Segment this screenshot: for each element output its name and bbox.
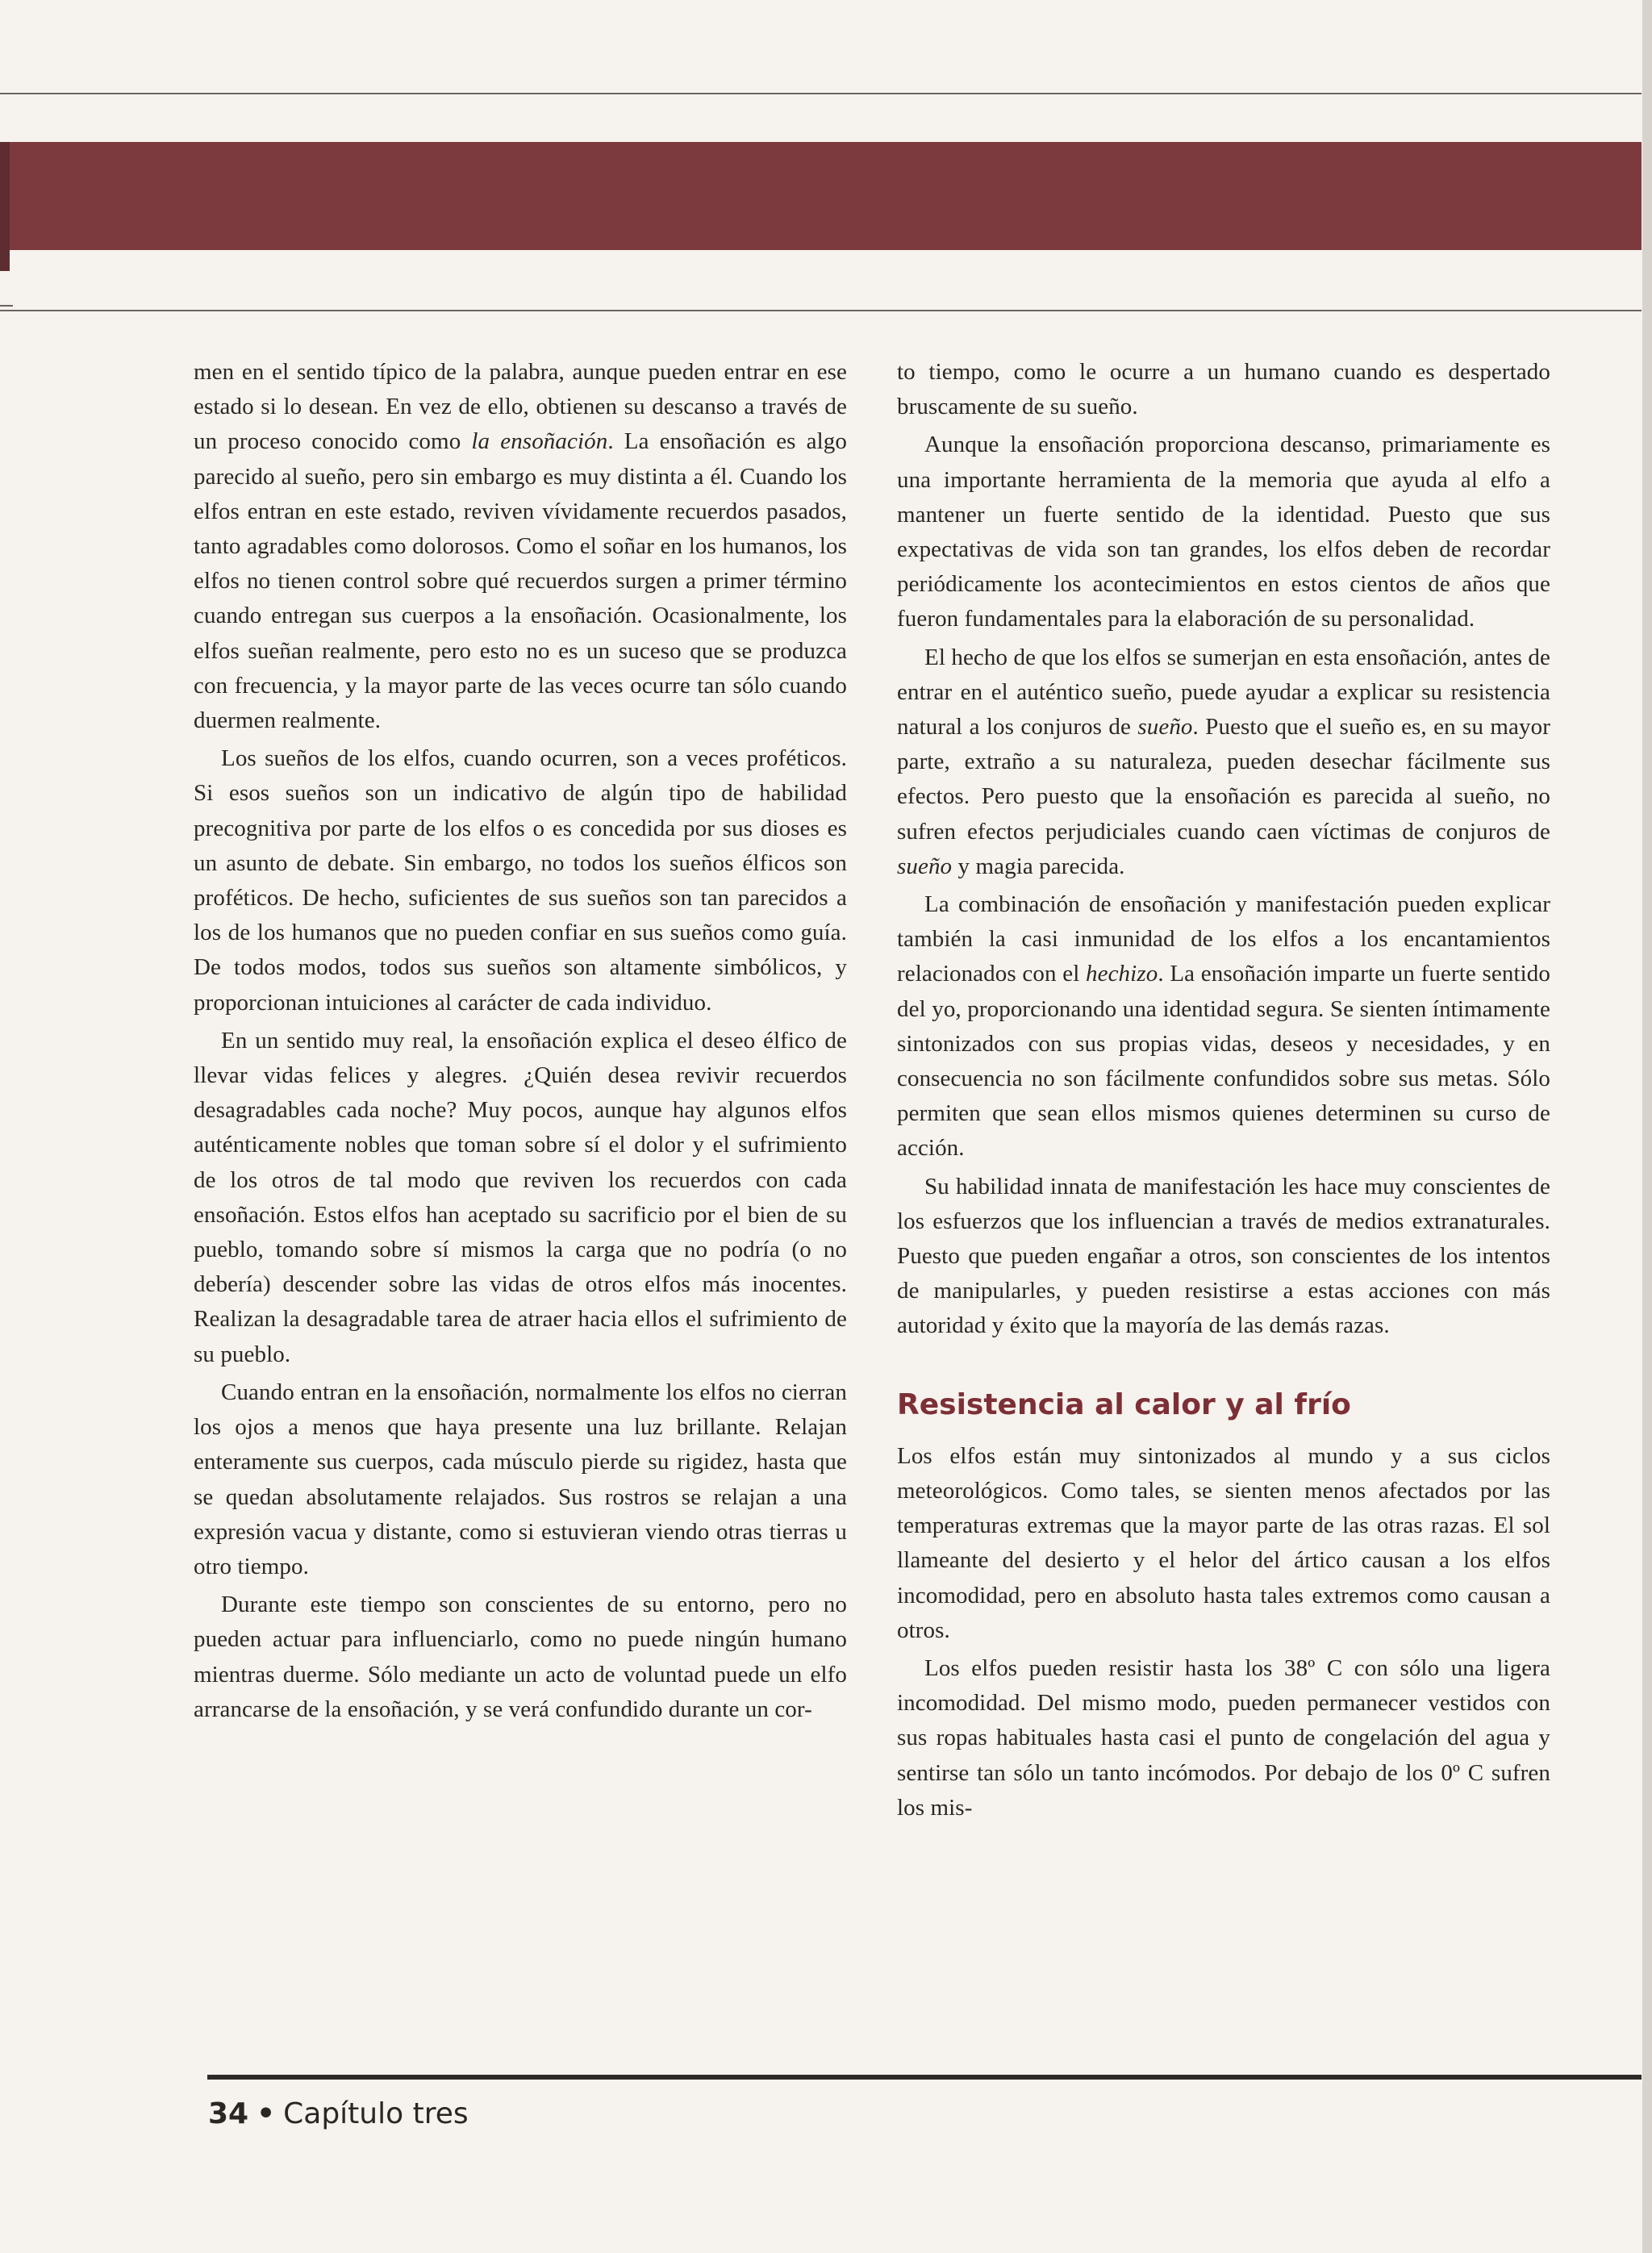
right-paragraph-7: Los elfos pueden resistir hasta los 38º C con sólo una ligera incomodidad. Del mismo modo, pueden permanecer vestidos con sus ropas habituales hasta casi el punto de congelación del agua y sentirse tan sólo un tanto incómodos. Por debajo de los 0º C sufren los mis- xyxy=(897,1654,1550,1821)
left-paragraph-2: Los sueños de los elfos, cuando ocurren, son a veces proféticos. Si esos sueños son un indicativo de algún tipo de habilidad precognitiva por parte de los elfos o es concedida por sus dioses es un asunto de debate. Sin embargo, no todos los sueños élficos son proféticos. De hecho, suficientes de sus sueños son tan parecidos a los de los humanos que no pueden confiar en sus sueños como guía. De todos modos, todos sus sueños son altamente simbólicos, y proporcionan intuiciones al carácter de cada individuo. xyxy=(194,745,847,1016)
page-number: 34 xyxy=(208,2097,249,2130)
header-rule-top xyxy=(0,93,1642,94)
edge-tick-bottom xyxy=(0,305,13,307)
italic-term: sueño xyxy=(897,853,953,879)
text-run: y magia parecida. xyxy=(952,853,1125,879)
text-run: . La ensoñación imparte un fuerte sentido del yo, proporcionando una identidad segura. Se sienten íntimamente sintonizados con sus propias vidas, deseos y necesidades, y en consecuencia no son fácilmente confundidos sobre sus metas. Sólo permiten que sean ellos mismos quienes determinen su curso de acción. xyxy=(897,961,1550,1162)
right-paragraph-1: to tiempo, como le ocurre a un humano cuando es despertado bruscamente de su sueño. xyxy=(897,359,1550,420)
right-column xyxy=(897,355,1550,1825)
page-footer xyxy=(208,2097,469,2130)
left-paragraph-5: Durante este tiempo son conscientes de su entorno, pero no pueden actuar para influenciarlo, como no puede ningún humano mientras duerme. Sólo mediante un acto de voluntad puede un elfo arrancarse de la ensoñación, y se verá confundido durante un cor- xyxy=(194,1592,847,1722)
right-paragraph-4 xyxy=(897,887,1550,1166)
footer-rule xyxy=(207,2075,1642,2080)
banner-edge xyxy=(0,142,10,271)
edge-tick-top xyxy=(0,93,13,94)
text-run: El hecho de que los elfos se sumerjan en esta ensoñación, antes de entrar en el auténtico sueño, puede ayudar a explicar su resistencia natural a los conjuros de xyxy=(897,644,1550,741)
italic-term: sueño xyxy=(1137,714,1193,741)
right-paragraph-2: Aunque la ensoñación proporciona descanso, primariamente es una importante herramienta de la memoria que ayuda al elfo a mantener un fuerte sentido de la identidad. Puesto que sus expectativas de vida son tan grandes, los elfos deben de recordar periódicamente los acontecimientos en estos cientos de años que fueron fundamentales para la elaboración de su personalidad. xyxy=(897,432,1550,632)
footer-bullet: • xyxy=(257,2097,276,2130)
italic-term: hechizo xyxy=(1086,961,1158,987)
left-paragraph-3: En un sentido muy real, la ensoñación explica el deseo élfico de llevar vidas felices y alegres. ¿Quién desea revivir recuerdos desagradables cada noche? Muy pocos, aunque hay algunos elfos auténticamente nobles que toman sobre sí el dolor y el sufrimiento de los otros de tal modo que reviven los recuerdos con cada ensoñación. Estos elfos han aceptado su sacrificio por el bien de su pueblo, tomando sobre sí mismos la carga que no podría (o no debería) descender sobre las vidas de otros elfos más inocentes. Realizan la desagradable tarea de atraer hacia ellos el sufrimiento de su pueblo. xyxy=(194,1027,847,1367)
text-run: men en el sentido típico de la palabra, aunque pueden entrar en ese estado si lo desean. En vez de ello, obtienen su descanso a través de un proceso conocido como xyxy=(194,359,847,455)
left-paragraph-4: Cuando entran en la ensoñación, normalmente los elfos no cierran los ojos a menos que haya presente una luz brillante. Relajan enteramente sus cuerpos, cada músculo pierde su rigidez, hasta que se quedan absolutamente relajados. Sus rostros se relajan a una expresión vacua y distante, como si estuvieran viendo otras tierras u otro tiempo. xyxy=(194,1379,847,1579)
chapter-title: Capítulo tres xyxy=(283,2097,469,2130)
right-paragraph-5: Su habilidad innata de manifestación les hace muy conscientes de los esfuerzos que los influencian a través de medios extranaturales. Puesto que pueden engañar a otros, son conscientes de los intentos de manipularles, y pueden resistirse a estas acciones con más autoridad y éxito que la mayoría de las demás razas. xyxy=(897,1173,1550,1339)
left-column xyxy=(194,355,847,1727)
italic-term: la ensoñación xyxy=(471,428,608,455)
left-paragraph-1 xyxy=(194,355,847,738)
header-rule-bottom xyxy=(0,310,1642,311)
right-paragraph-3 xyxy=(897,640,1550,884)
right-paragraph-6: Los elfos están muy sintonizados al mundo y a sus ciclos meteorológicos. Como tales, se sienten menos afectados por las temperaturas extremas que la mayor parte de las otras razas. El sol llameante del desierto y el helor del ártico causan a los elfos incomodidad, pero en absoluto hasta tales extremos como causan a otros. xyxy=(897,1442,1550,1643)
page-edge xyxy=(1642,0,1652,2253)
text-run: La combinación de ensoñación y manifestación pueden explicar también la casi inmunidad de los elfos a los encantamientos relacionados con el xyxy=(897,891,1550,987)
text-run: . La ensoñación es algo parecido al sueño, pero sin embargo es muy distinta a él. Cuando los elfos entran en este estado, reviven vívidamente recuerdos pasados, tanto agradables como dolorosos. Como el soñar en los humanos, los elfos no tienen control sobre qué recuerdos surgen a primer término cuando entregan sus cuerpos a la ensoñación. Ocasionalmente, los elfos sueñan realmente, pero esto no es un suceso que se produzca con frecuencia, y la mayor parte de las veces ocurre tan sólo cuando duermen realmente. xyxy=(194,428,847,734)
text-run: . Puesto que el sueño es, en su mayor parte, extraño a su naturaleza, pueden desechar fácilmente sus efectos. Pero puesto que la ensoñación es parecida al sueño, no sufren efectos perjudiciales cuando caen víctimas de conjuros de xyxy=(897,714,1550,845)
section-heading: Resistencia al calor y al frío xyxy=(897,1387,1351,1421)
header-banner xyxy=(10,142,1642,250)
